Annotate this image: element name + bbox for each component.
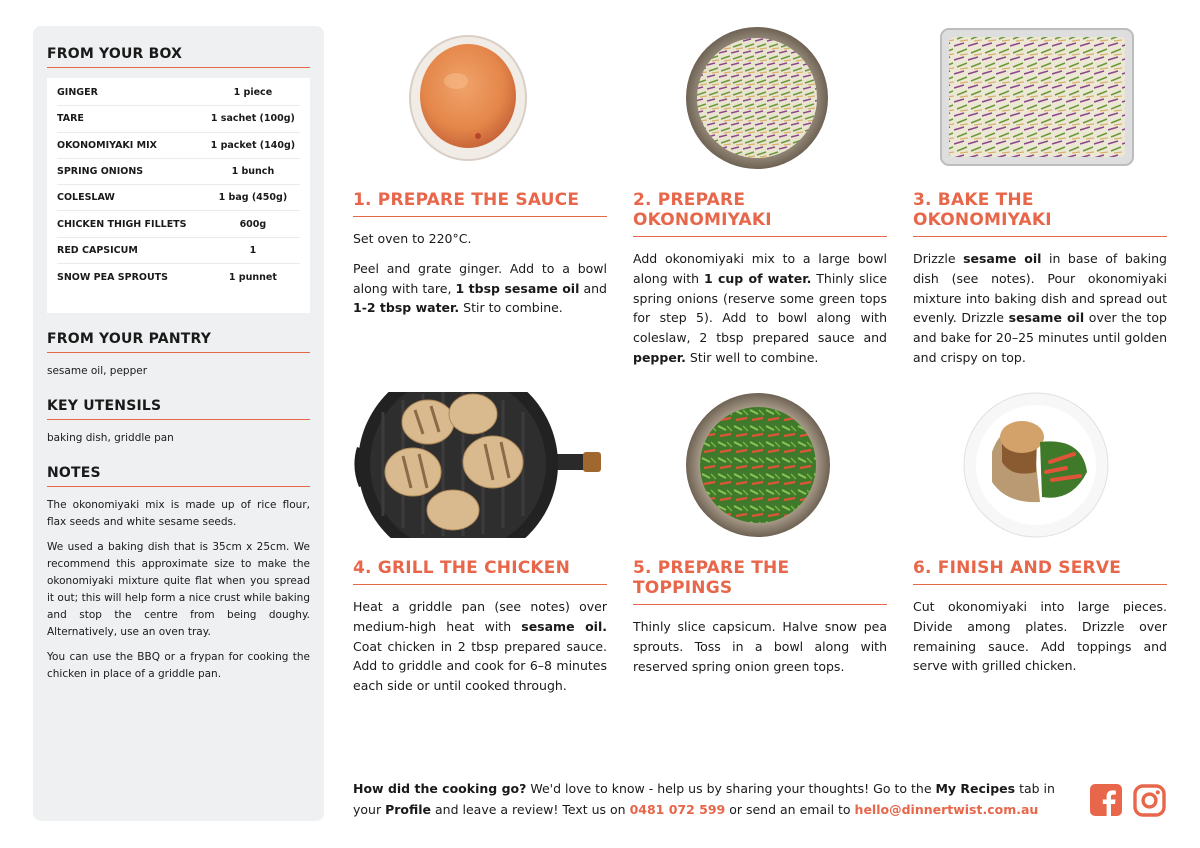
ingredient-row — [57, 106, 300, 132]
ingredient-name: SPRING ONIONS — [57, 166, 144, 178]
step-body — [913, 249, 1167, 368]
text-run: How did the cooking go? — [353, 781, 527, 796]
griddle-pan-photo — [353, 392, 603, 538]
contact-link[interactable]: hello@dinnertwist.com.au — [854, 802, 1039, 817]
step-paragraph — [353, 259, 607, 318]
baking-dish-photo — [940, 28, 1134, 166]
step-4 — [353, 558, 607, 696]
text-run: sesame oil — [1008, 310, 1085, 326]
step-title: 2. PREPARE OKONOMIYAKI — [633, 190, 887, 237]
feedback-footer — [353, 778, 1073, 820]
ingredient-name: CHICKEN THIGH FILLETS — [57, 218, 187, 230]
utensils-text: baking dish, griddle pan — [47, 432, 174, 444]
facebook-icon[interactable] — [1090, 784, 1122, 816]
text-run: and — [579, 280, 607, 296]
ingredient-quantity: 1 bag (450g) — [218, 192, 288, 204]
step-title: 3. BAKE THE OKONOMIYAKI — [913, 190, 1167, 237]
text-run: Heat a griddle pan (see notes) over medium-high heat with — [353, 599, 607, 634]
text-run: 1 cup of water. — [703, 270, 812, 286]
step-paragraph — [353, 229, 607, 249]
ingredient-name: COLESLAW — [57, 192, 115, 204]
pantry-text: sesame oil, pepper — [47, 365, 148, 377]
ingredient-name: RED CAPSICUM — [57, 244, 138, 256]
step-title: 6. FINISH AND SERVE — [913, 558, 1167, 585]
text-run: tab in your — [353, 781, 1055, 817]
step-body — [633, 617, 887, 676]
text-run: sesame oil. — [521, 618, 607, 634]
step-3 — [913, 190, 1167, 368]
text-run: Peel and grate ginger. Add to a bowl along with tare, — [353, 260, 607, 296]
ingredient-name: TARE — [57, 113, 84, 125]
step-title: 1. PREPARE THE SAUCE — [353, 190, 607, 217]
plated-dish-photo — [962, 392, 1110, 538]
ingredient-quantity: 1 sachet (100g) — [210, 113, 295, 125]
step-paragraph — [353, 597, 607, 696]
ingredient-row — [57, 211, 300, 237]
step-body — [353, 597, 607, 696]
text-run: or send an email to — [725, 802, 855, 817]
ingredient-row — [57, 185, 300, 211]
text-run: My Recipes — [935, 781, 1016, 796]
step-body — [633, 249, 887, 368]
text-run: We'd love to know - help us by sharing your thoughts! Go to the — [526, 781, 936, 796]
note-paragraph: The okonomiyaki mix is made up of rice flour, flax seeds and white sesame seeds. — [47, 499, 310, 528]
text-run: Stir to combine. — [459, 300, 563, 316]
text-run: Add okonomiyaki mix to a large bowl along with — [633, 251, 887, 286]
text-run: sesame oil — [963, 251, 1042, 266]
text-run: pepper. — [633, 349, 686, 365]
ingredient-quantity: 1 — [249, 244, 257, 256]
text-run: Cut okonomiyaki into large pieces. Divide among plates. Drizzle over remaining sauce. Add toppings and serve with grilled chicken. — [913, 599, 1167, 674]
text-run: and leave a review! Text us on — [431, 802, 630, 817]
step-title: 4. GRILL THE CHICKEN — [353, 558, 607, 585]
text-run: Profile — [385, 802, 432, 817]
ingredient-name: GINGER — [57, 87, 98, 99]
text-run: Coat chicken in 2 tbsp prepared sauce. Add to griddle and cook for 6–8 minutes each side or until cooked through. — [353, 638, 607, 694]
ingredient-row — [57, 133, 300, 159]
text-run: Thinly slice spring onions (reserve some green tops for step 5). Add to bowl along with coleslaw, 2 tbsp prepared sauce and — [633, 270, 888, 346]
step-title: 5. PREPARE THE TOPPINGS — [633, 558, 887, 605]
sauce-bowl-photo — [408, 26, 528, 166]
instagram-icon[interactable] — [1133, 784, 1166, 817]
step-paragraph — [633, 617, 887, 676]
step-6 — [913, 558, 1167, 676]
note-paragraph: You can use the BBQ or a frypan for cooking the chicken in place of a griddle pan. — [47, 651, 310, 680]
toppings-bowl-photo — [685, 392, 831, 538]
ingredient-name: OKONOMIYAKI MIX — [57, 139, 157, 151]
step-5 — [633, 558, 887, 676]
step-body — [913, 597, 1167, 676]
ingredient-name: SNOW PEA SPROUTS — [57, 271, 168, 283]
from-your-box-heading: FROM YOUR BOX — [47, 46, 310, 68]
text-run: in base of baking dish (see notes). Pour okonomiyaki mixture into baking dish and spread out evenly. Drizzle — [913, 251, 1167, 326]
key-utensils-heading: KEY UTENSILS — [47, 398, 310, 420]
step-paragraph — [913, 597, 1167, 676]
ingredient-quantity: 1 punnet — [228, 271, 277, 283]
contact-link[interactable]: 0481 072 599 — [629, 802, 726, 817]
okonomiyaki-mix-bowl-photo — [683, 26, 831, 170]
ingredient-quantity: 1 piece — [233, 87, 273, 99]
step-paragraph — [913, 249, 1167, 368]
ingredient-row — [57, 80, 300, 106]
from-your-pantry-heading: FROM YOUR PANTRY — [47, 331, 310, 353]
text-run: Thinly slice capsicum. Halve snow pea sprouts. Toss in a bowl along with reserved spring onion green tops. — [633, 619, 887, 674]
ingredient-row — [57, 159, 300, 185]
text-run: 1-2 tbsp water. — [353, 300, 460, 316]
ingredient-quantity: 1 packet (140g) — [210, 139, 296, 151]
text-run: over the top and bake for 20–25 minutes until golden and crispy on top. — [913, 310, 1167, 365]
note-paragraph: We used a baking dish that is 35cm x 25cm. We recommend this approximate size to make the okonomiyaki mixture quite flat when you spread it out; this will help form a nice crust while baking and stop the centre from being doughy. Alternatively, use an oven tray. — [47, 541, 310, 638]
text-run: Set oven to 220°C. — [353, 231, 472, 246]
text-run: 1 tbsp sesame oil — [455, 280, 580, 296]
step-1 — [353, 190, 607, 318]
ingredient-row — [57, 264, 300, 290]
notes-heading: NOTES — [47, 465, 310, 487]
box-ingredients-table — [47, 78, 310, 313]
step-paragraph — [633, 249, 887, 368]
ingredient-row — [57, 238, 300, 264]
ingredient-quantity: 1 bunch — [231, 166, 275, 178]
text-run: Stir well to combine. — [685, 349, 819, 365]
text-run: Drizzle — [913, 251, 964, 266]
ingredient-quantity: 600g — [239, 218, 267, 230]
step-body — [353, 229, 607, 318]
step-2 — [633, 190, 887, 368]
sidebar — [33, 26, 324, 821]
